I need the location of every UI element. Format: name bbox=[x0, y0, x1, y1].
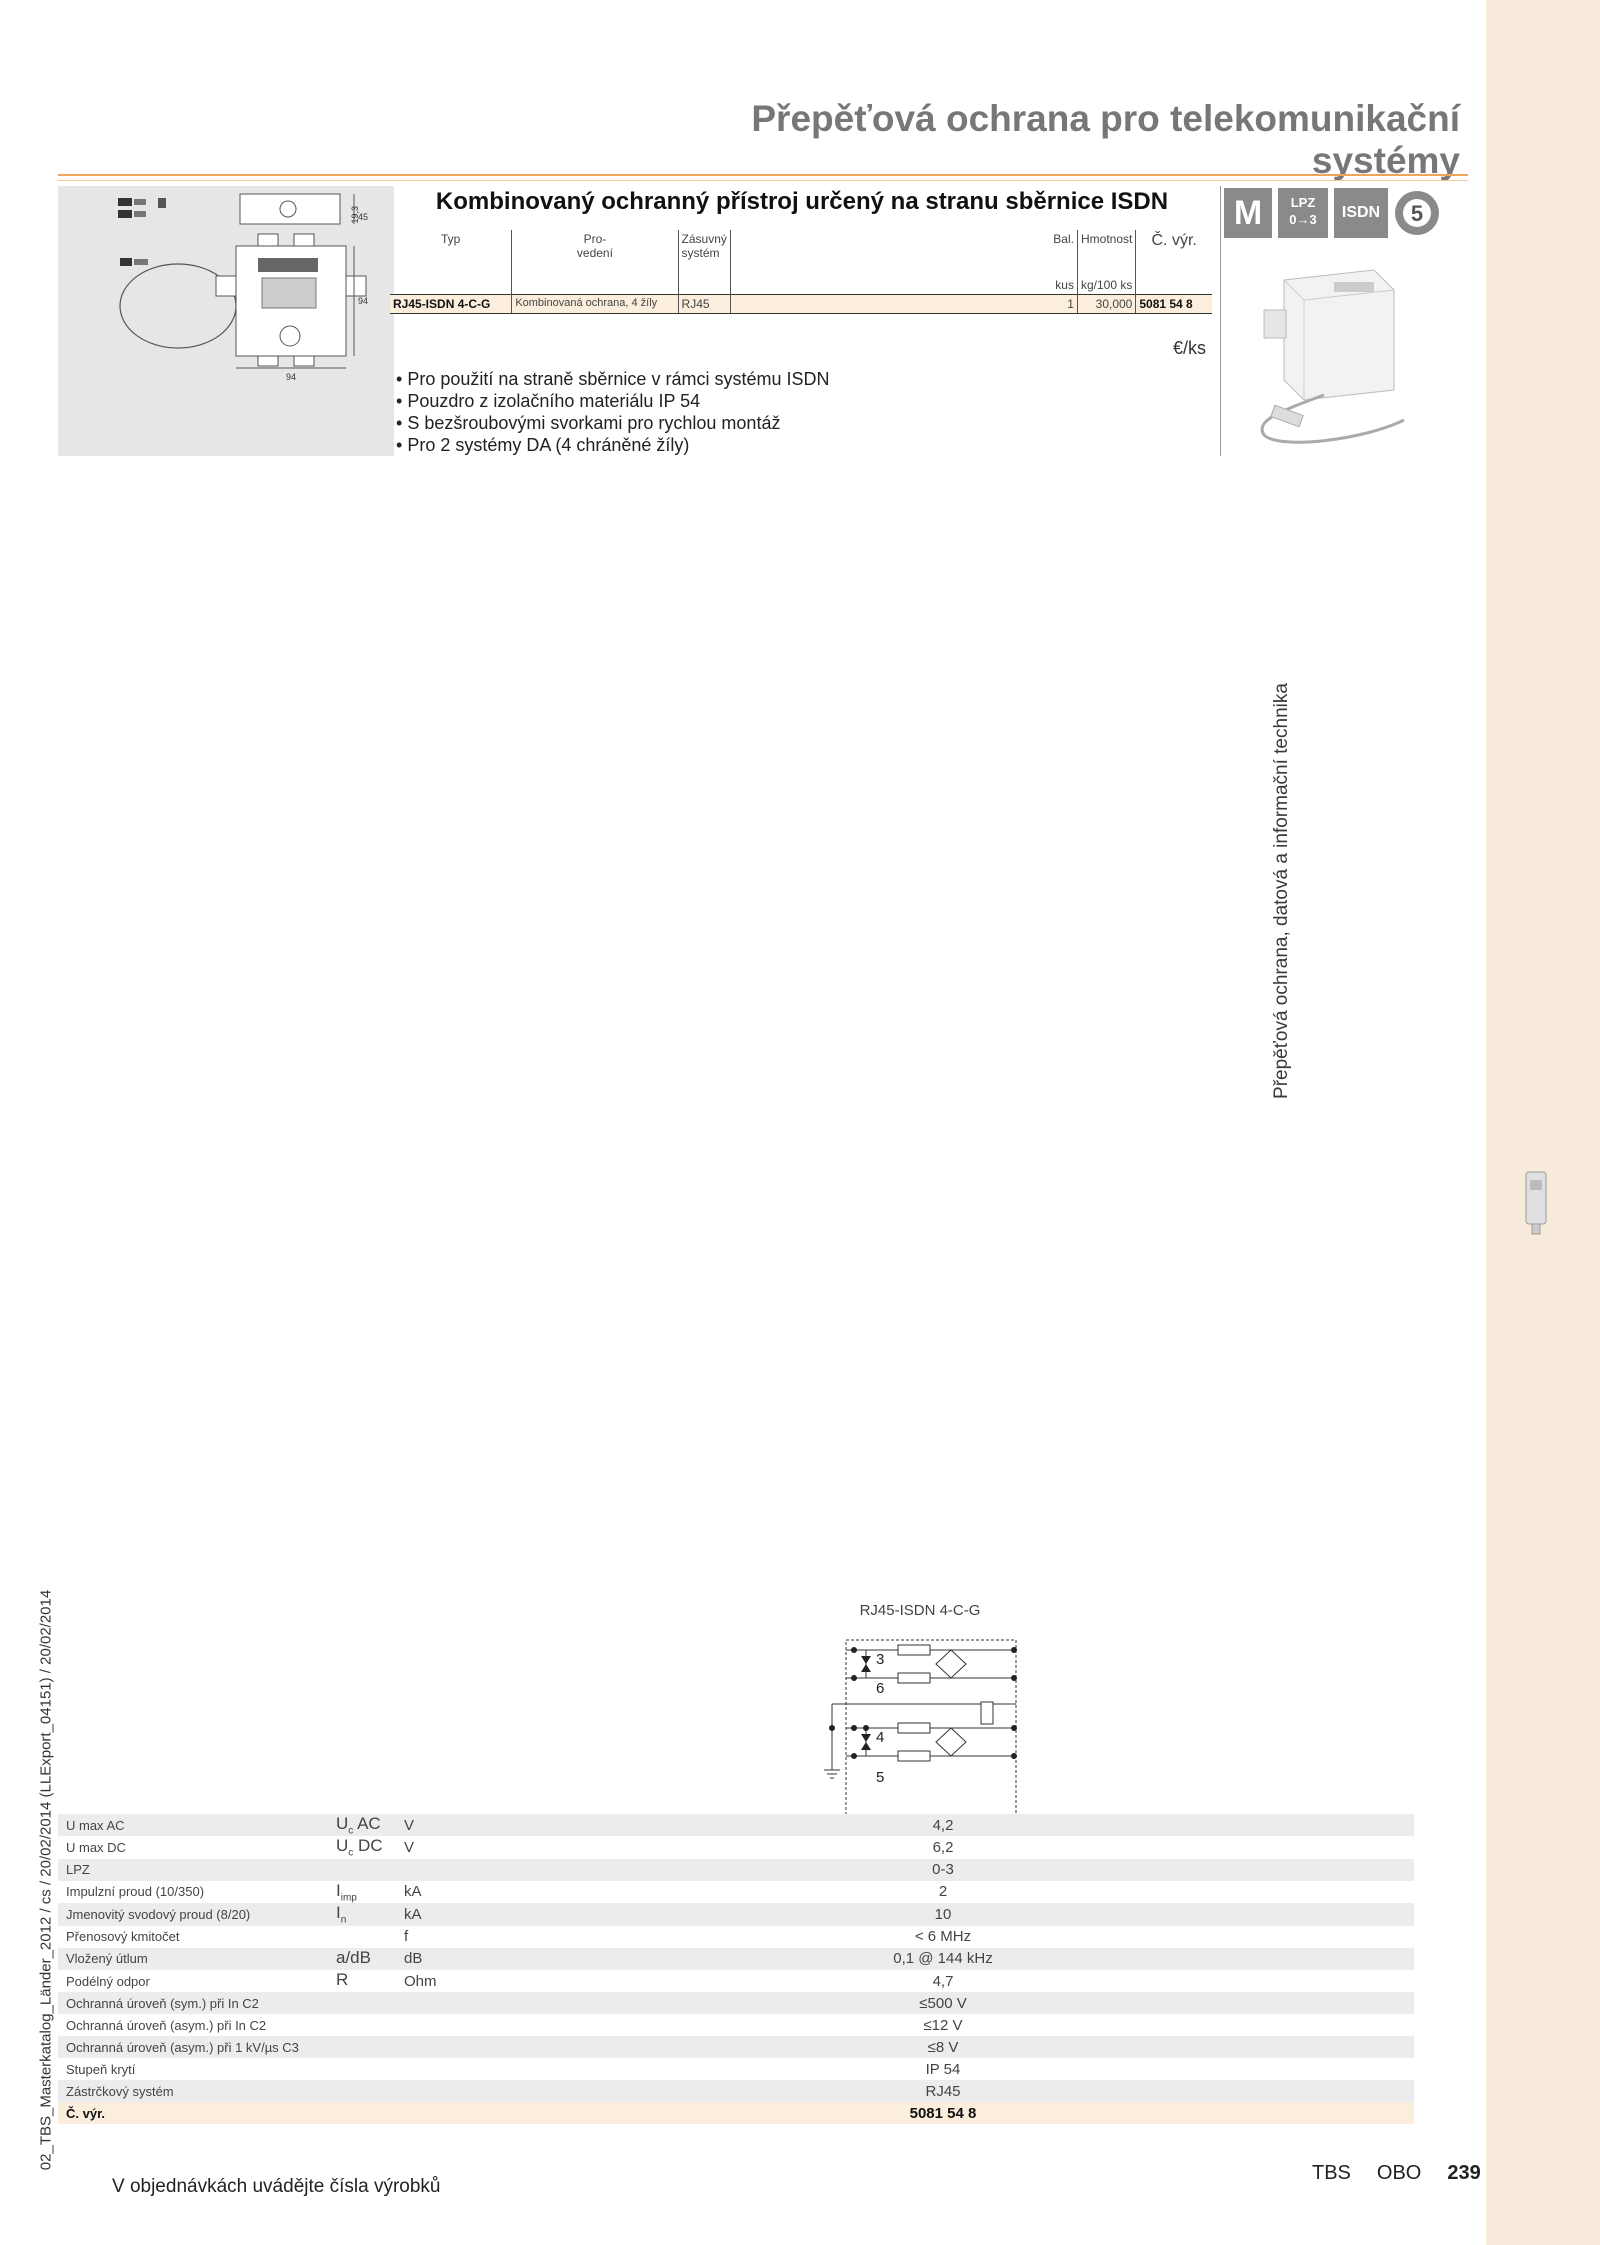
pin-3: 3 bbox=[876, 1651, 885, 1668]
spec-value: RJ45 bbox=[464, 2080, 1414, 2102]
product-title: Kombinovaný ochranný přístroj určený na stranu sběrnice ISDN bbox=[435, 188, 1169, 215]
spec-symbol-sub: c bbox=[348, 1825, 354, 1837]
circuit-diagram bbox=[816, 1620, 1036, 1820]
spec-symbol bbox=[328, 1970, 396, 1992]
spec-name: Č. výr. bbox=[58, 2102, 328, 2124]
spec-name: Zástrčkový systém bbox=[58, 2080, 328, 2102]
cell-zasuvny: RJ45 bbox=[678, 295, 730, 314]
col-typ: Typ bbox=[440, 232, 461, 246]
spec-unit bbox=[396, 1992, 464, 2014]
spec-unit: kA bbox=[396, 1903, 464, 1925]
page-title: Přepěťová ochrana pro telekomunikační systémy bbox=[751, 98, 1460, 181]
spec-symbol bbox=[328, 1859, 396, 1881]
spec-symbol-main: I bbox=[336, 1880, 341, 1900]
spec-value: 5081 54 8 bbox=[464, 2102, 1414, 2124]
table-row bbox=[58, 1881, 1414, 1903]
spec-value: 10 bbox=[464, 1903, 1414, 1925]
spec-unit bbox=[396, 1859, 464, 1881]
spec-name: Ochranná úroveň (sym.) při In C2 bbox=[58, 1992, 328, 2014]
spec-symbol-main: R bbox=[336, 1969, 349, 1989]
cell-provedeni: Kombinovaná ochrana, 4 žíly bbox=[512, 295, 678, 314]
spec-symbol bbox=[328, 1992, 396, 2014]
spec-value: ≤500 V bbox=[464, 1992, 1414, 2014]
cell-typ: RJ45-ISDN 4-C-G bbox=[390, 295, 512, 314]
spec-symbol bbox=[328, 1814, 396, 1836]
spec-symbol bbox=[328, 2014, 396, 2036]
dim-45: 45 bbox=[358, 212, 369, 222]
col-hmotnost: Hmotnost bbox=[1077, 230, 1135, 276]
dim-19-3: 19,3 bbox=[350, 206, 360, 224]
spec-value: 0,1 @ 144 kHz bbox=[464, 1948, 1414, 1970]
spec-symbol-sub: imp bbox=[340, 1892, 357, 1904]
spec-symbol bbox=[328, 2080, 396, 2102]
units-row bbox=[390, 276, 1212, 295]
page-number: 239 bbox=[1447, 2162, 1481, 2184]
spec-unit bbox=[396, 2058, 464, 2080]
unit-bal: kus bbox=[1055, 278, 1074, 292]
table-row bbox=[58, 2080, 1414, 2102]
table-row bbox=[58, 1948, 1414, 1970]
spec-name: U max DC bbox=[66, 1840, 126, 1856]
cell-bal: 1 bbox=[1050, 295, 1077, 314]
product-table bbox=[390, 230, 1212, 314]
product-photo bbox=[1244, 250, 1424, 450]
table-row bbox=[58, 1859, 1414, 1881]
badge-isdn: ISDN bbox=[1334, 188, 1388, 238]
col-cvyr: Č. výr. bbox=[1136, 230, 1212, 276]
spec-value: 2 bbox=[938, 1883, 948, 1901]
spec-symbol bbox=[328, 2036, 396, 2058]
unit-hmotnost: kg/100 ks bbox=[1077, 276, 1135, 295]
spec-name: Podélný odpor bbox=[66, 1973, 150, 1989]
list-item: • Pro 2 systémy DA (4 chráněné žíly) bbox=[396, 434, 829, 456]
spec-value: 4,7 bbox=[932, 1972, 954, 1990]
spec-name: Vložený útlum bbox=[58, 1948, 328, 1970]
diagram-title: RJ45-ISDN 4-C-G bbox=[859, 1602, 981, 1619]
spec-value: ≤8 V bbox=[464, 2036, 1414, 2058]
price-unit: €/ks bbox=[1172, 338, 1206, 358]
table-row bbox=[58, 2014, 1414, 2036]
spec-symbol-sub: n bbox=[340, 1914, 347, 1926]
spec-name: Jmenovitý svodový proud (8/20) bbox=[58, 1903, 328, 1925]
badge-lpz bbox=[1278, 188, 1328, 238]
side-label: Přepěťová ochrana, datová a informační technika bbox=[1271, 683, 1292, 1099]
spec-value: 0-3 bbox=[464, 1859, 1414, 1881]
pin-4: 4 bbox=[876, 1729, 885, 1746]
spec-name: LPZ bbox=[58, 1859, 328, 1881]
spec-symbol bbox=[328, 1948, 396, 1970]
spec-name: Ochranná úroveň (asym.) při In C2 bbox=[66, 2017, 267, 2033]
table-row-article bbox=[58, 2102, 1414, 2124]
list-item: • Pro použití na straně sběrnice v rámci systému ISDN bbox=[396, 368, 829, 390]
spec-value: < 6 MHz bbox=[914, 1928, 972, 1946]
badge-m: M bbox=[1224, 188, 1272, 238]
spec-name: Ochranná úroveň (asym.) při 1 kV/µs C3 bbox=[58, 2036, 328, 2058]
table-row bbox=[58, 1836, 1414, 1858]
table-row bbox=[58, 1903, 1414, 1925]
title-rule bbox=[58, 174, 1468, 176]
spec-symbol-sub: c bbox=[348, 1847, 354, 1859]
product-thumbnail-icon bbox=[1520, 1168, 1554, 1238]
table-row bbox=[58, 1814, 1414, 1836]
footer-brand bbox=[1286, 2162, 1481, 2185]
column-divider bbox=[1220, 186, 1221, 456]
feature-list bbox=[396, 368, 829, 456]
spec-value: 6,2 bbox=[932, 1839, 954, 1857]
warranty-seal-icon bbox=[1390, 188, 1444, 238]
brand-obo: OBO bbox=[1376, 2162, 1422, 2184]
spec-unit: dB bbox=[396, 1948, 464, 1970]
spec-unit bbox=[396, 2036, 464, 2058]
spec-symbol-suffix: AC bbox=[353, 1814, 381, 1833]
cell-hmotnost: 30,000 bbox=[1077, 295, 1135, 314]
table-row bbox=[58, 2036, 1414, 2058]
spec-value: IP 54 bbox=[925, 2060, 961, 2078]
col-provedeni: Pro- vedení bbox=[512, 230, 678, 276]
spec-symbol bbox=[328, 1881, 396, 1903]
spec-unit bbox=[396, 2080, 464, 2102]
spec-symbol-suffix: DC bbox=[353, 1836, 383, 1856]
badge-lpz-range: 0→3 bbox=[1289, 212, 1317, 227]
spec-table bbox=[58, 1814, 1414, 2124]
spec-symbol bbox=[328, 2058, 396, 2080]
list-item: • S bezšroubovými svorkami pro rychlou montáž bbox=[396, 412, 829, 434]
table-row bbox=[390, 295, 1212, 314]
spec-name: Přenosový kmitočet bbox=[66, 1929, 180, 1945]
spec-symbol-main: U bbox=[336, 1836, 349, 1856]
pin-6: 6 bbox=[876, 1680, 885, 1697]
spine-text: 02_TBS_Masterkatalog_Länder_2012 / cs / 20/02/2014 (LLExport_04151) / 20/02/2014 bbox=[37, 1589, 55, 2171]
footer-note: V objednávkách uvádějte čísla výrobků bbox=[112, 2176, 441, 2197]
brand-tbs: TBS bbox=[1312, 2162, 1351, 2184]
spec-name: Stupeň krytí bbox=[66, 2061, 136, 2077]
spec-symbol-main: U bbox=[336, 1814, 349, 1833]
table-row bbox=[58, 1970, 1414, 1992]
spec-unit bbox=[396, 2014, 464, 2036]
spec-value: ≤12 V bbox=[923, 2016, 963, 2034]
cell-cvyr: 5081 54 8 bbox=[1136, 295, 1212, 314]
spec-symbol bbox=[328, 1926, 396, 1948]
spec-name: Impulzní proud (10/350) bbox=[66, 1884, 205, 1900]
dim-94-h: 94 bbox=[286, 372, 297, 382]
badge-lpz-label: LPZ bbox=[1290, 195, 1316, 210]
spec-symbol-main: I bbox=[336, 1903, 341, 1923]
title-rule-thin bbox=[58, 180, 1468, 181]
spec-unit: V bbox=[396, 1814, 464, 1836]
spec-symbol-main: a/dB bbox=[336, 1947, 371, 1967]
table-row bbox=[58, 1926, 1414, 1948]
col-bal: Bal. bbox=[1053, 232, 1074, 246]
spec-unit: kA bbox=[404, 1883, 422, 1901]
side-band bbox=[1486, 0, 1600, 2245]
pin-5: 5 bbox=[876, 1769, 885, 1786]
spec-name: U max AC bbox=[58, 1814, 328, 1836]
dim-94-v: 94 bbox=[358, 296, 369, 306]
spec-value: 4,2 bbox=[464, 1814, 1414, 1836]
badge-warranty bbox=[1390, 188, 1444, 238]
table-header bbox=[390, 230, 1212, 276]
table-row bbox=[58, 1992, 1414, 2014]
list-item: • Pouzdro z izolačního materiálu IP 54 bbox=[396, 390, 829, 412]
spec-unit: Ohm bbox=[404, 1972, 437, 1990]
dimension-drawing bbox=[58, 186, 394, 456]
spec-unit: f bbox=[404, 1928, 409, 1946]
table-row bbox=[58, 2058, 1414, 2080]
col-zasuvny: Zásuvný systém bbox=[678, 230, 730, 276]
spec-symbol bbox=[328, 1836, 396, 1858]
spec-symbol bbox=[328, 1903, 396, 1925]
warranty-years: 5 bbox=[1410, 201, 1424, 226]
spec-unit: V bbox=[404, 1839, 415, 1857]
